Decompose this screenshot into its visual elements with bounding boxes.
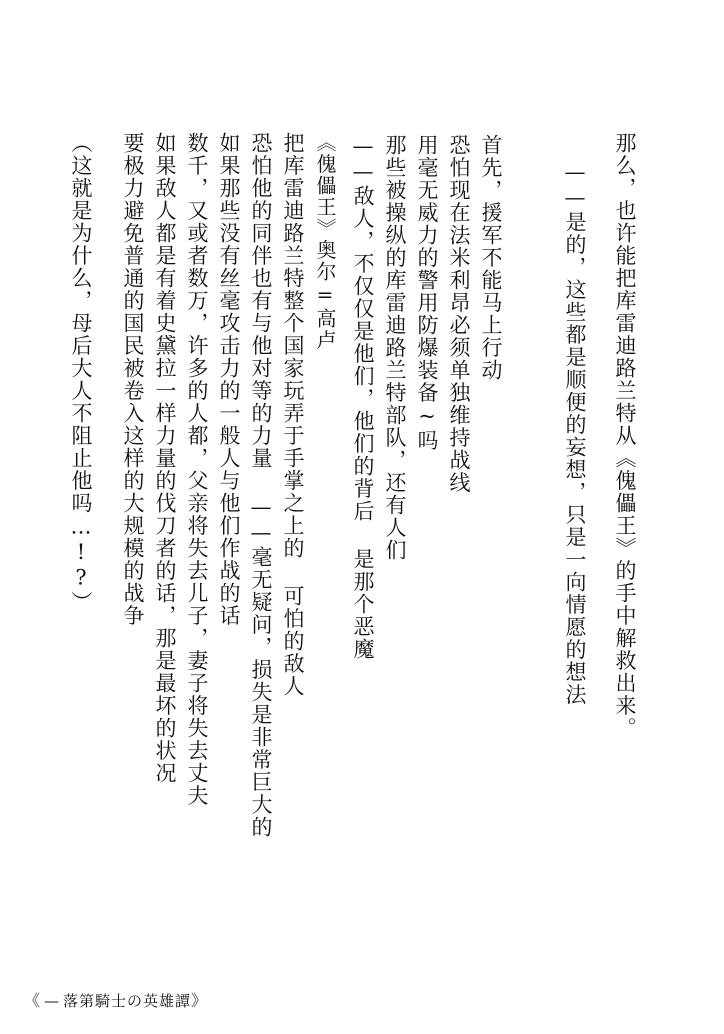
- text-column-15: （这就是为什么，母后大人不阻止他吗…!?）: [69, 132, 93, 614]
- text-column-1: 那么，也许能把库雷迪路兰特从《傀儡王》的手中解救出来。: [613, 132, 637, 740]
- text-column-3: 首先，援军不能马上行动: [479, 134, 503, 382]
- footer-dash: —: [44, 992, 61, 1010]
- footer-close-bracket: 》: [191, 991, 209, 1010]
- text-column-8: 《傀儡王》奥尔=高卢: [313, 132, 337, 351]
- text-column-5: 用毫无威力的警用防爆装备~吗: [415, 134, 439, 452]
- text-column-9: 把库雷迪路兰特整个国家玩弄于手掌之上的 可怕的敌人: [281, 132, 305, 698]
- text-column-2: ——是的，这些都是顺便的妄想，只是一向情愿的想法: [563, 160, 587, 706]
- text-column-7: ——敌人，不仅仅是他们，他们的背后 是那个恶魔: [351, 134, 375, 661]
- text-column-13: 如果敌人都是有着史黛拉一样力量的伐刀者的话，那是最坏的状况: [153, 132, 177, 785]
- text-column-6: 那些被操纵的库雷迪路兰特部队，还有人们: [383, 134, 407, 562]
- footer-title: 落第騎士の英雄譚: [63, 992, 192, 1010]
- text-column-12: 数千，又或者数万，许多的人都，父亲将失去儿子，妻子将失去丈夫: [185, 132, 209, 807]
- text-column-4: 恐怕现在法米利昂必须单独维持战线: [447, 134, 471, 494]
- footer-open-bracket: 《: [24, 991, 42, 1010]
- text-column-11: 如果那些没有丝毫攻击力的一般人与他们作战的话: [217, 132, 241, 627]
- book-title-footer: [24, 988, 208, 1011]
- text-column-10: 恐怕他的同伴也有与他对等的力量 ——毫无疑问，损失是非常巨大的: [249, 132, 273, 839]
- text-column-14: 要极力避免普通的国民被卷入这样的大规模的战争: [121, 132, 145, 627]
